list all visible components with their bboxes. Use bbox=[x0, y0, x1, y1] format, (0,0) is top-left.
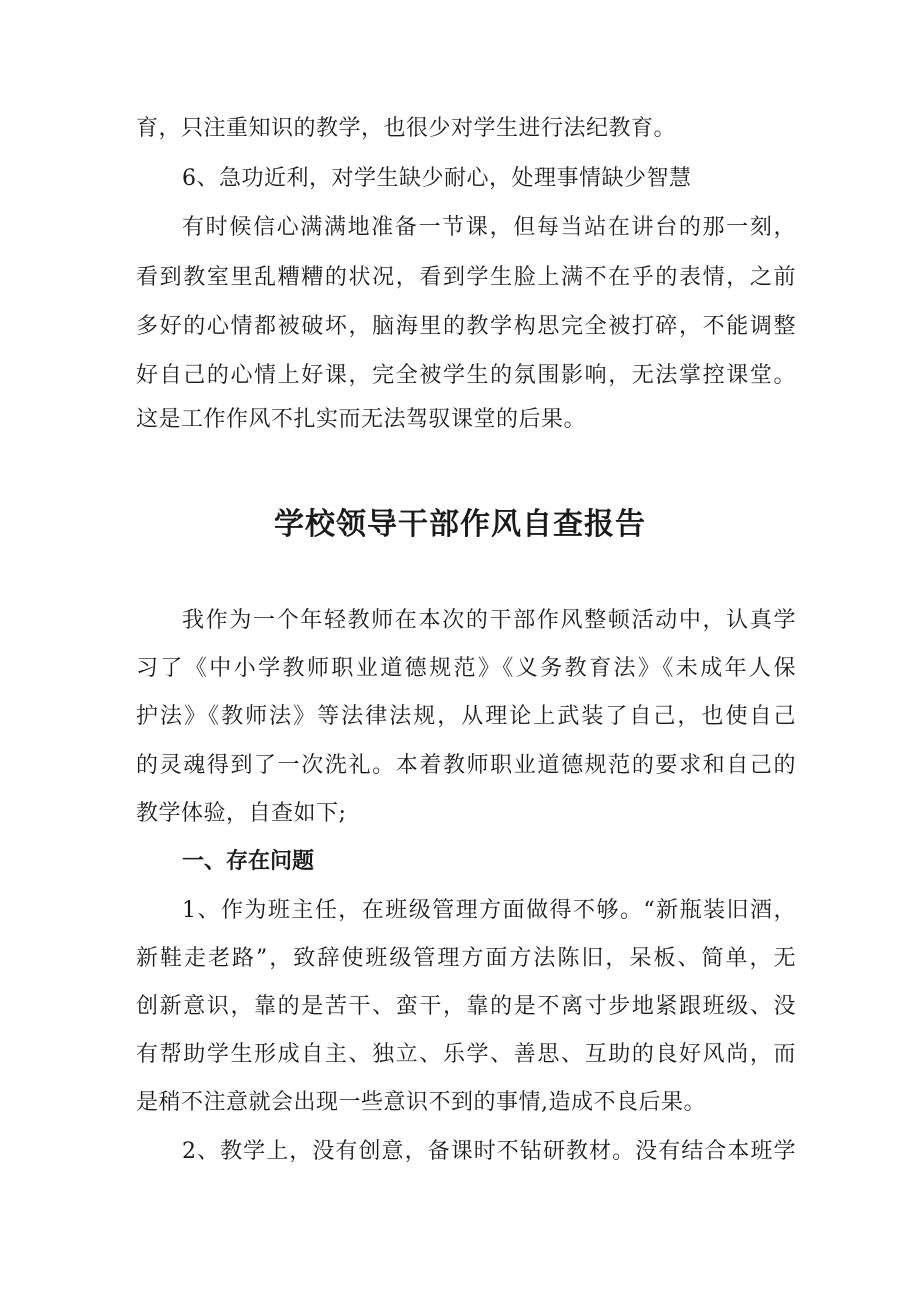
item-line: 是稍不注意就会出现一些意识不到的事情,造成不良后果。 bbox=[136, 1090, 706, 1115]
item-line: 2、教学上，没有创意，备课时不钻研教材。没有结合本班学 bbox=[182, 1139, 796, 1164]
item-line: 有帮助学生形成自主、独立、乐学、善思、互助的良好风尚，而 bbox=[136, 1042, 796, 1067]
item-line: 创新意识，靠的是苦干、蛮干，靠的是不离寸步地紧跟班级、没 bbox=[136, 994, 796, 1019]
paragraph-line: 有时候信心满满地准备一节课，但每当站在讲台的那一刻， bbox=[182, 215, 796, 240]
paragraph-line: 看到教室里乱糟糟的状况，看到学生脸上满不在乎的表情，之前 bbox=[136, 265, 796, 290]
document-title: 学校领导干部作风自查报告 bbox=[274, 507, 646, 542]
intro-line: 习了《中小学教师职业道德规范》《义务教育法》《未成年人保 bbox=[136, 656, 796, 681]
numbered-item-heading: 6、急功近利，对学生缺少耐心，处理事情缺少智慧 bbox=[182, 166, 692, 191]
intro-line: 护法》《教师法》等法律法规，从理论上武装了自己，也使自己 bbox=[136, 704, 796, 729]
intro-line: 我作为一个年轻教师在本次的干部作风整顿活动中，认真学 bbox=[182, 608, 796, 633]
paragraph-line: 好自己的心情上好课，完全被学生的氛围影响，无法掌控课堂。 bbox=[136, 363, 796, 388]
paragraph-line: 多好的心情都被破坏，脑海里的教学构思完全被打碎，不能调整 bbox=[136, 314, 796, 339]
section-heading: 一、存在问题 bbox=[182, 849, 315, 874]
intro-line: 教学体验，自查如下; bbox=[136, 801, 347, 826]
item-line: 新鞋走老路”，致辞使班级管理方面方法陈旧，呆板、简单，无 bbox=[136, 946, 796, 971]
intro-line: 的灵魂得到了一次洗礼。本着教师职业道德规范的要求和自己的 bbox=[136, 753, 796, 778]
paragraph-line: 这是工作作风不扎实而无法驾驭课堂的后果。 bbox=[136, 407, 587, 432]
text-line: 育，只注重知识的教学，也很少对学生进行法纪教育。 bbox=[136, 116, 677, 141]
item-line: 1、作为班主任，在班级管理方面做得不够。“新瓶装旧酒， bbox=[182, 898, 796, 923]
